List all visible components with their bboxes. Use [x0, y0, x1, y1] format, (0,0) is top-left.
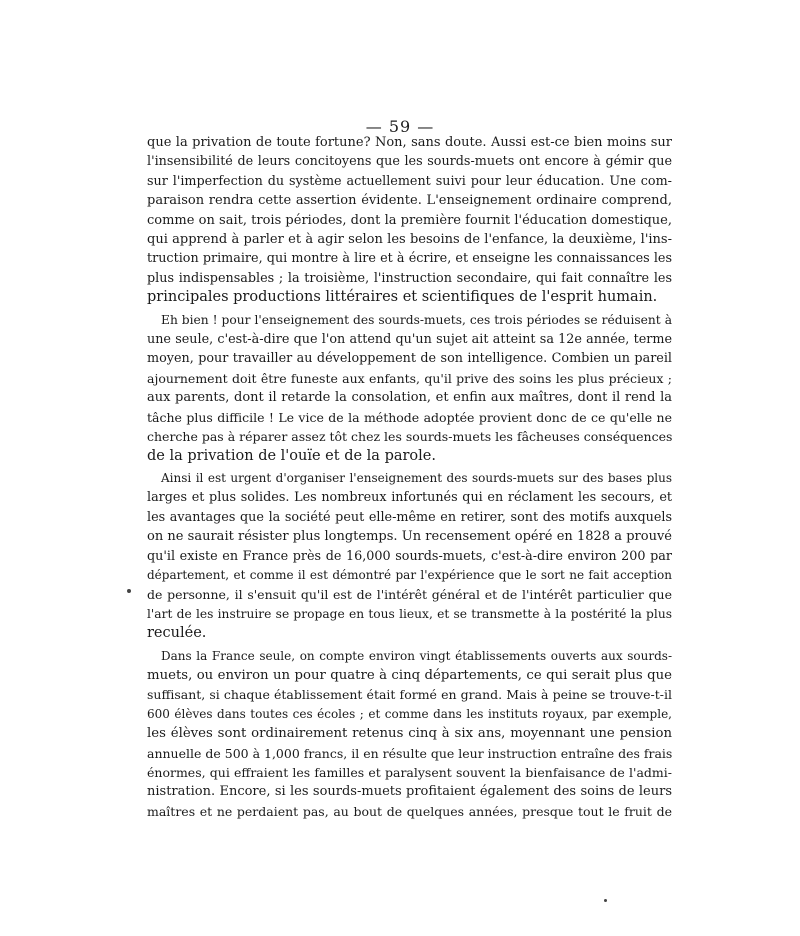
- text-line: muets, ou environ un pour quatre à cinq départements, ce qui serait plus que: [147, 667, 672, 683]
- text-line: de personne, il s'ensuit qu'il est de l'intérêt général et de l'intérêt particulier que: [147, 587, 672, 603]
- text-line: 600 élèves dans toutes ces écoles ; et comme dans les instituts royaux, par exemple,: [147, 706, 672, 721]
- text-line: département, et comme il est démontré par l'expérience que le sort ne fait acception: [147, 567, 672, 582]
- text-line: Eh bien ! pour l'enseignement des sourds-muets, ces trois périodes se réduisent à: [161, 312, 672, 327]
- text-line: suffisant, si chaque établissement était formé en grand. Mais à peine se trouve-t-il: [147, 687, 672, 703]
- text-line: l'insensibilité de leurs concitoyens que les sourds-muets ont encore à gémir que: [147, 154, 672, 170]
- text-line: de la privation de l'ouïe et de la parole.: [147, 447, 436, 464]
- page-number: — 59 —: [365, 117, 435, 136]
- text-line: énormes, qui effraient les familles et paralysent souvent la bienfaisance de l'admi-: [147, 765, 672, 780]
- text-line: comme on sait, trois périodes, dont la première fournit l'éducation domestique,: [147, 212, 672, 228]
- text-line: nistration. Encore, si les sourds-muets profitaient également des soins de leurs: [147, 784, 672, 800]
- text-line: qui apprend à parler et à agir selon les besoins de l'enfance, la deuxième, l'ins-: [147, 232, 672, 248]
- text-line: on ne saurait résister plus longtemps. Un recensement opéré en 1828 a prouvé: [147, 529, 672, 545]
- text-line: Ainsi il est urgent d'organiser l'enseignement des sourds-muets sur des bases plus: [161, 470, 672, 485]
- text-line: sur l'imperfection du système actuellement suivi pour leur éducation. Une com-: [147, 173, 672, 189]
- paragraph-4: [147, 647, 672, 822]
- text-line: maîtres et ne perdaient pas, au bout de quelques années, presque tout le fruit de: [147, 803, 672, 819]
- text-line: plus indispensables ; la troisième, l'instruction secondaire, qui fait connaître les: [147, 270, 672, 286]
- ink-speck: [604, 899, 607, 902]
- text-line: ajournement doit être funeste aux enfants, qu'il prive des soins les plus précieux ;: [147, 370, 672, 386]
- text-line: les avantages que la société peut elle-même en retirer, sont des motifs auxquels: [147, 509, 672, 525]
- text-line: qu'il existe en France près de 16,000 sourds-muets, c'est-à-dire environ 200 par: [147, 548, 672, 564]
- text-line: reculée.: [147, 625, 207, 642]
- paragraph-2: [147, 311, 672, 466]
- text-line: que la privation de toute fortune? Non, sans doute. Aussi est-ce bien moins sur: [147, 135, 672, 150]
- text-line: tâche plus difficile ! Le vice de la méthode adoptée provient donc de ce qu'elle ne: [147, 409, 672, 425]
- text-line: moyen, pour travailler au développement de son intelligence. Combien un pareil: [147, 351, 672, 367]
- text-line: aux parents, dont il retarde la consolation, et enfin aux maîtres, dont il rend la: [147, 390, 672, 406]
- text-line: paraison rendra cette assertion évidente. L'enseignement ordinaire comprend,: [147, 193, 672, 209]
- text-line: truction primaire, qui montre à lire et à écrire, et enseigne les connaissances les: [147, 251, 672, 267]
- text-line: cherche pas à réparer assez tôt chez les sourds-muets les fâcheuses conséquences: [147, 429, 673, 445]
- text-line: l'art de les instruire se propage en tous lieux, et se transmette à la postérité la plus: [147, 606, 672, 621]
- text-line: principales productions littéraires et scientifiques de l'esprit humain.: [147, 289, 658, 306]
- text-line: larges et plus solides. Les nombreux infortunés qui en réclament les secours, et: [147, 490, 672, 506]
- ink-speck: [127, 589, 131, 593]
- text-line: une seule, c'est-à-dire que l'on attend qu'un sujet ait atteint sa 12e année, terme: [147, 332, 672, 348]
- text-line: Dans la France seule, on compte environ vingt établissements ouverts aux sourds-: [161, 648, 672, 663]
- text-line: annuelle de 500 à 1,000 francs, il en résulte que leur instruction entraîne des frais: [147, 745, 673, 761]
- text-line: les élèves sont ordinairement retenus cinq à six ans, moyennant une pension: [147, 726, 672, 742]
- paragraph-1: [147, 133, 672, 308]
- body-text: [147, 133, 672, 821]
- paragraph-3: [147, 469, 672, 644]
